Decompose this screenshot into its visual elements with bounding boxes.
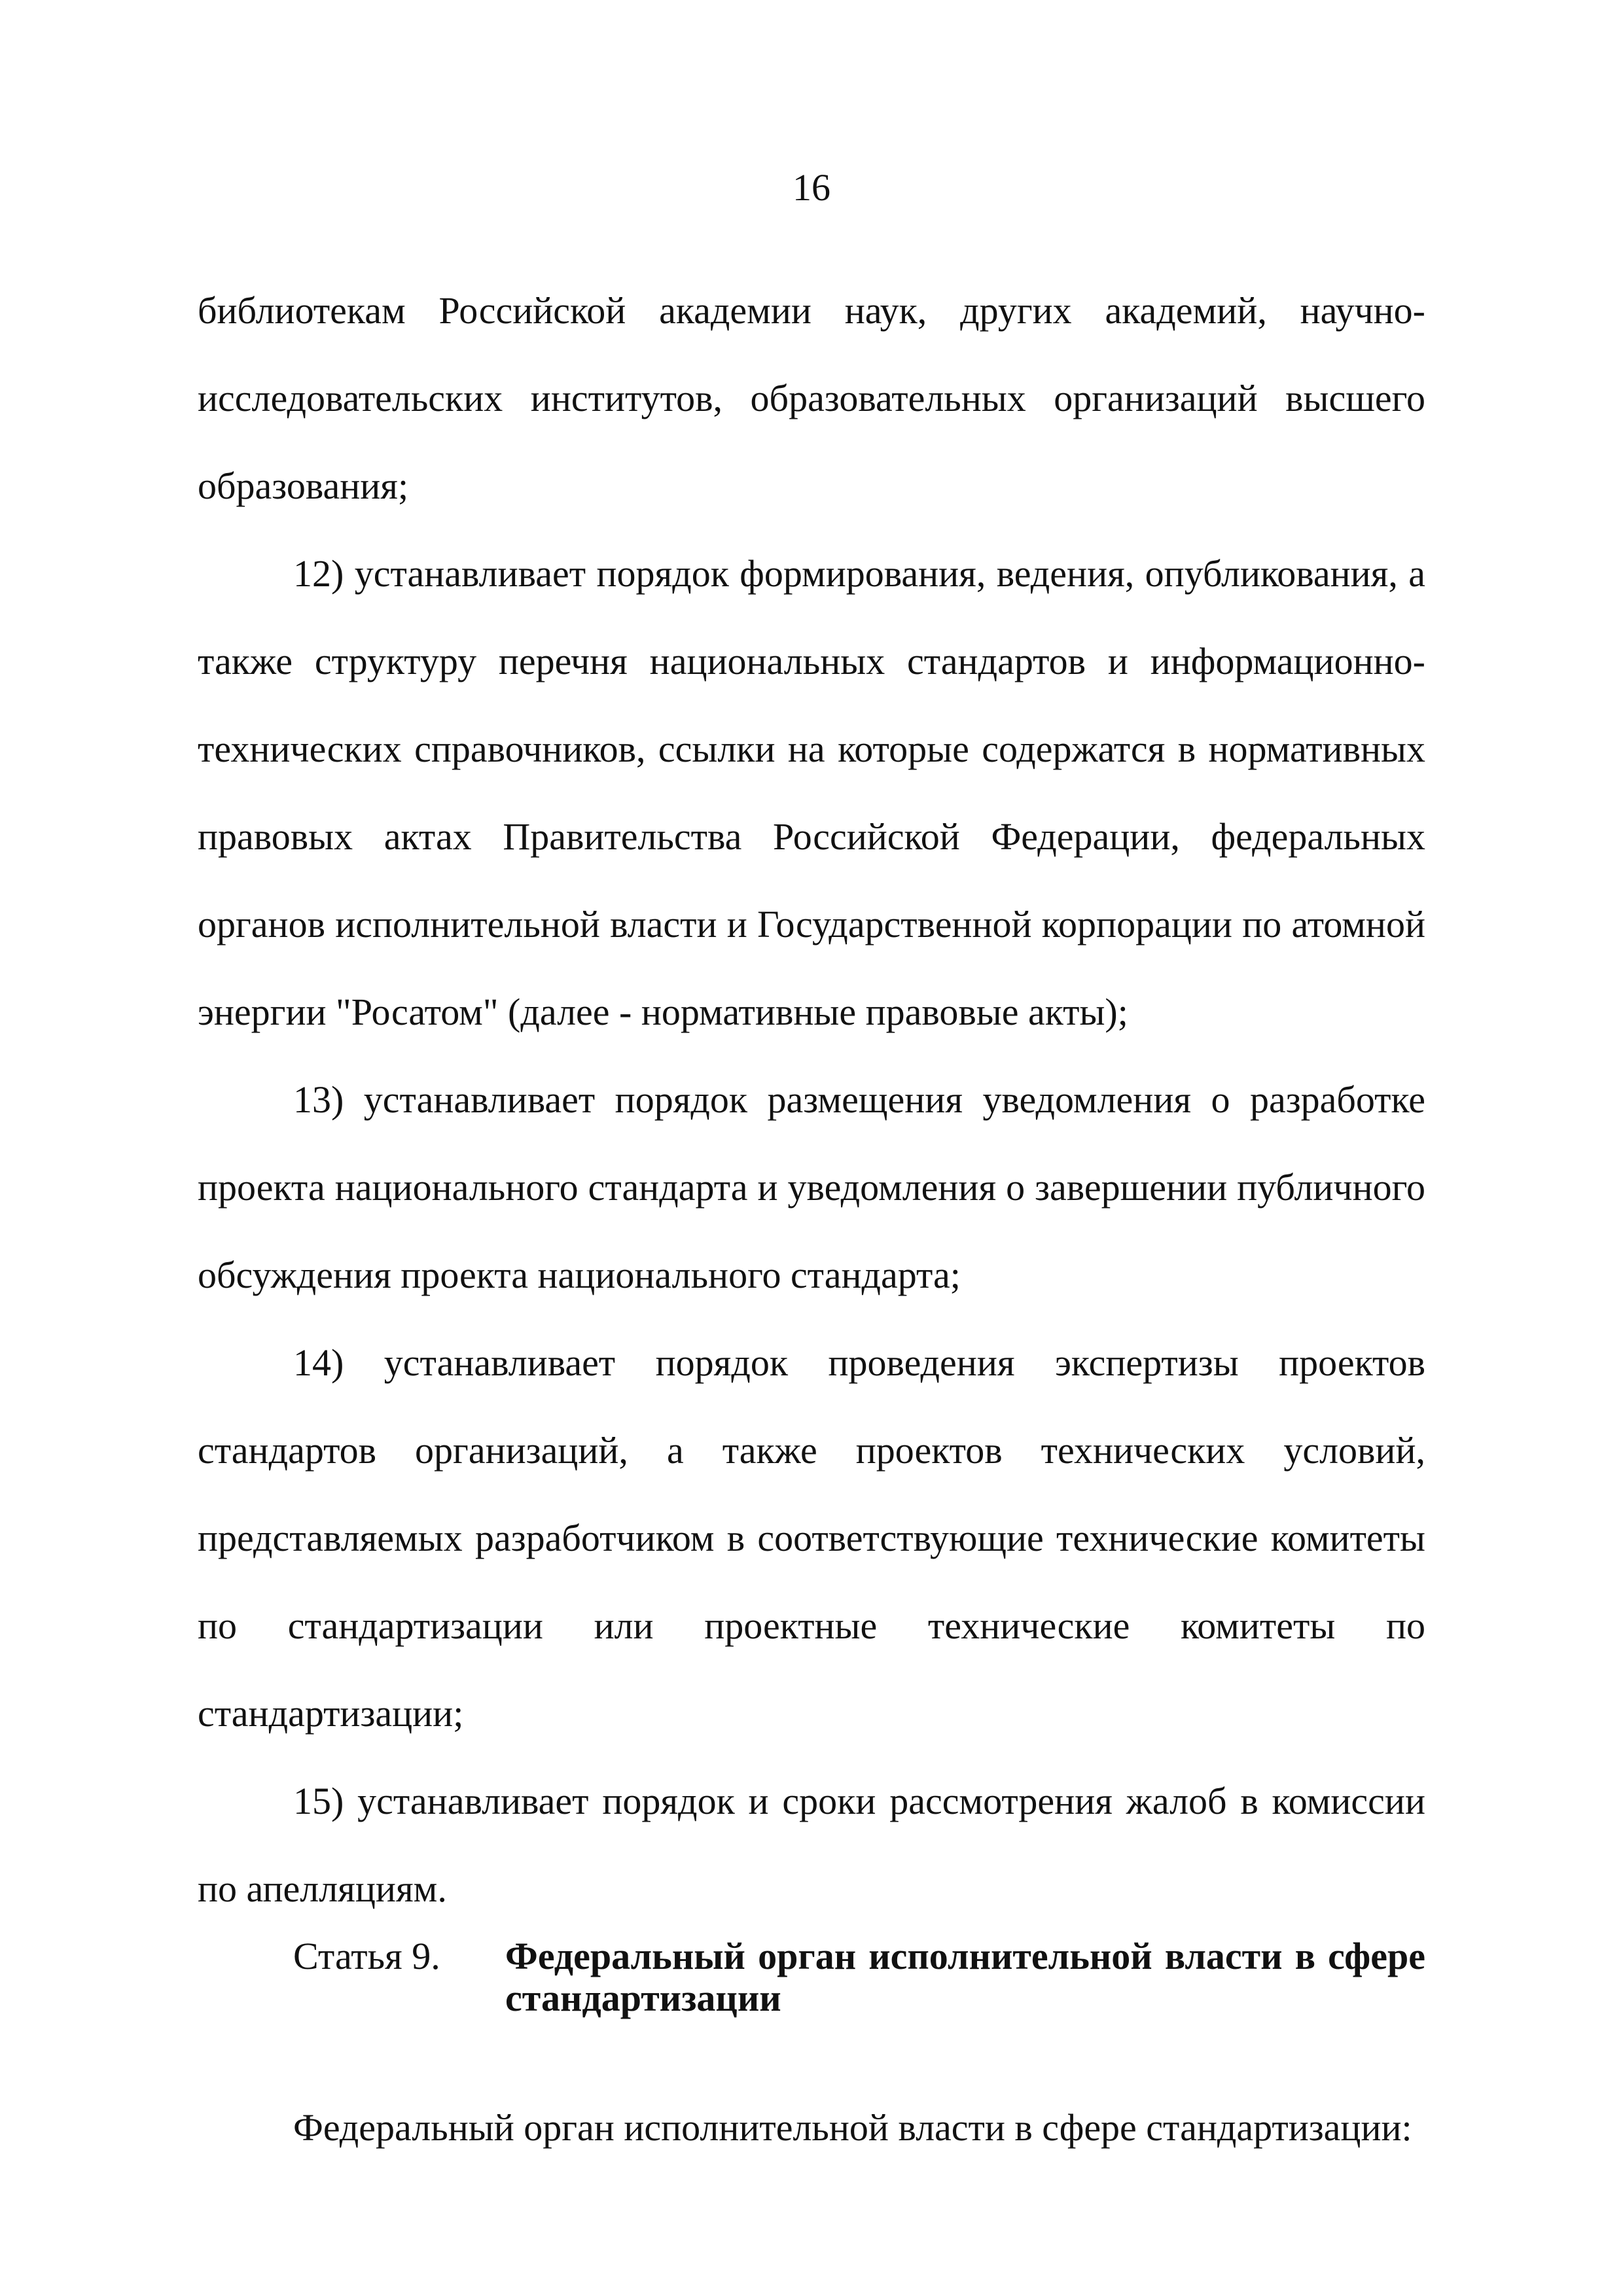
page-number: 16 [793, 166, 830, 209]
article-title: Федеральный орган исполнительной власти в сфере стандартизации [505, 1935, 1425, 2019]
paragraph-continuation: библиотекам Российской академии наук, других академий, научно-исследовательских институтов, образовательных организаций высшего образования; [198, 289, 1425, 507]
paragraph-item-12: 12) устанавливает порядок формирования, ведения, опубликования, а также структуру перечня национальных стандартов и информационно-технических справочников, ссылки на которые содержатся в нормативных правовых актах Правительства Российской Федерации, федеральных органов исполнительной власти и Государственной корпорации по атомной энергии "Росатом" (далее - нормативные правовые акты); [198, 552, 1425, 1033]
article-label: Статья 9. [293, 1935, 440, 1977]
paragraph-item-13: 13) устанавливает порядок размещения уведомления о разработке проекта национального стандарта и уведомления о завершении публичного обсуждения проекта национального стандарта; [198, 1078, 1425, 1296]
paragraph-item-14: 14) устанавливает порядок проведения экспертизы проектов стандартов организаций, а также проектов технических условий, представляемых разработчиком в соответствующие технические комитеты по стандартизации или проектные технические комитеты по стандартизации; [198, 1341, 1425, 1735]
paragraph-item-15: 15) устанавливает порядок и сроки рассмотрения жалоб в комиссии по апелляциям. [198, 1780, 1425, 1910]
document-body [198, 267, 1425, 1933]
final-paragraph: Федеральный орган исполнительной власти в сфере стандартизации: [293, 2106, 1412, 2149]
